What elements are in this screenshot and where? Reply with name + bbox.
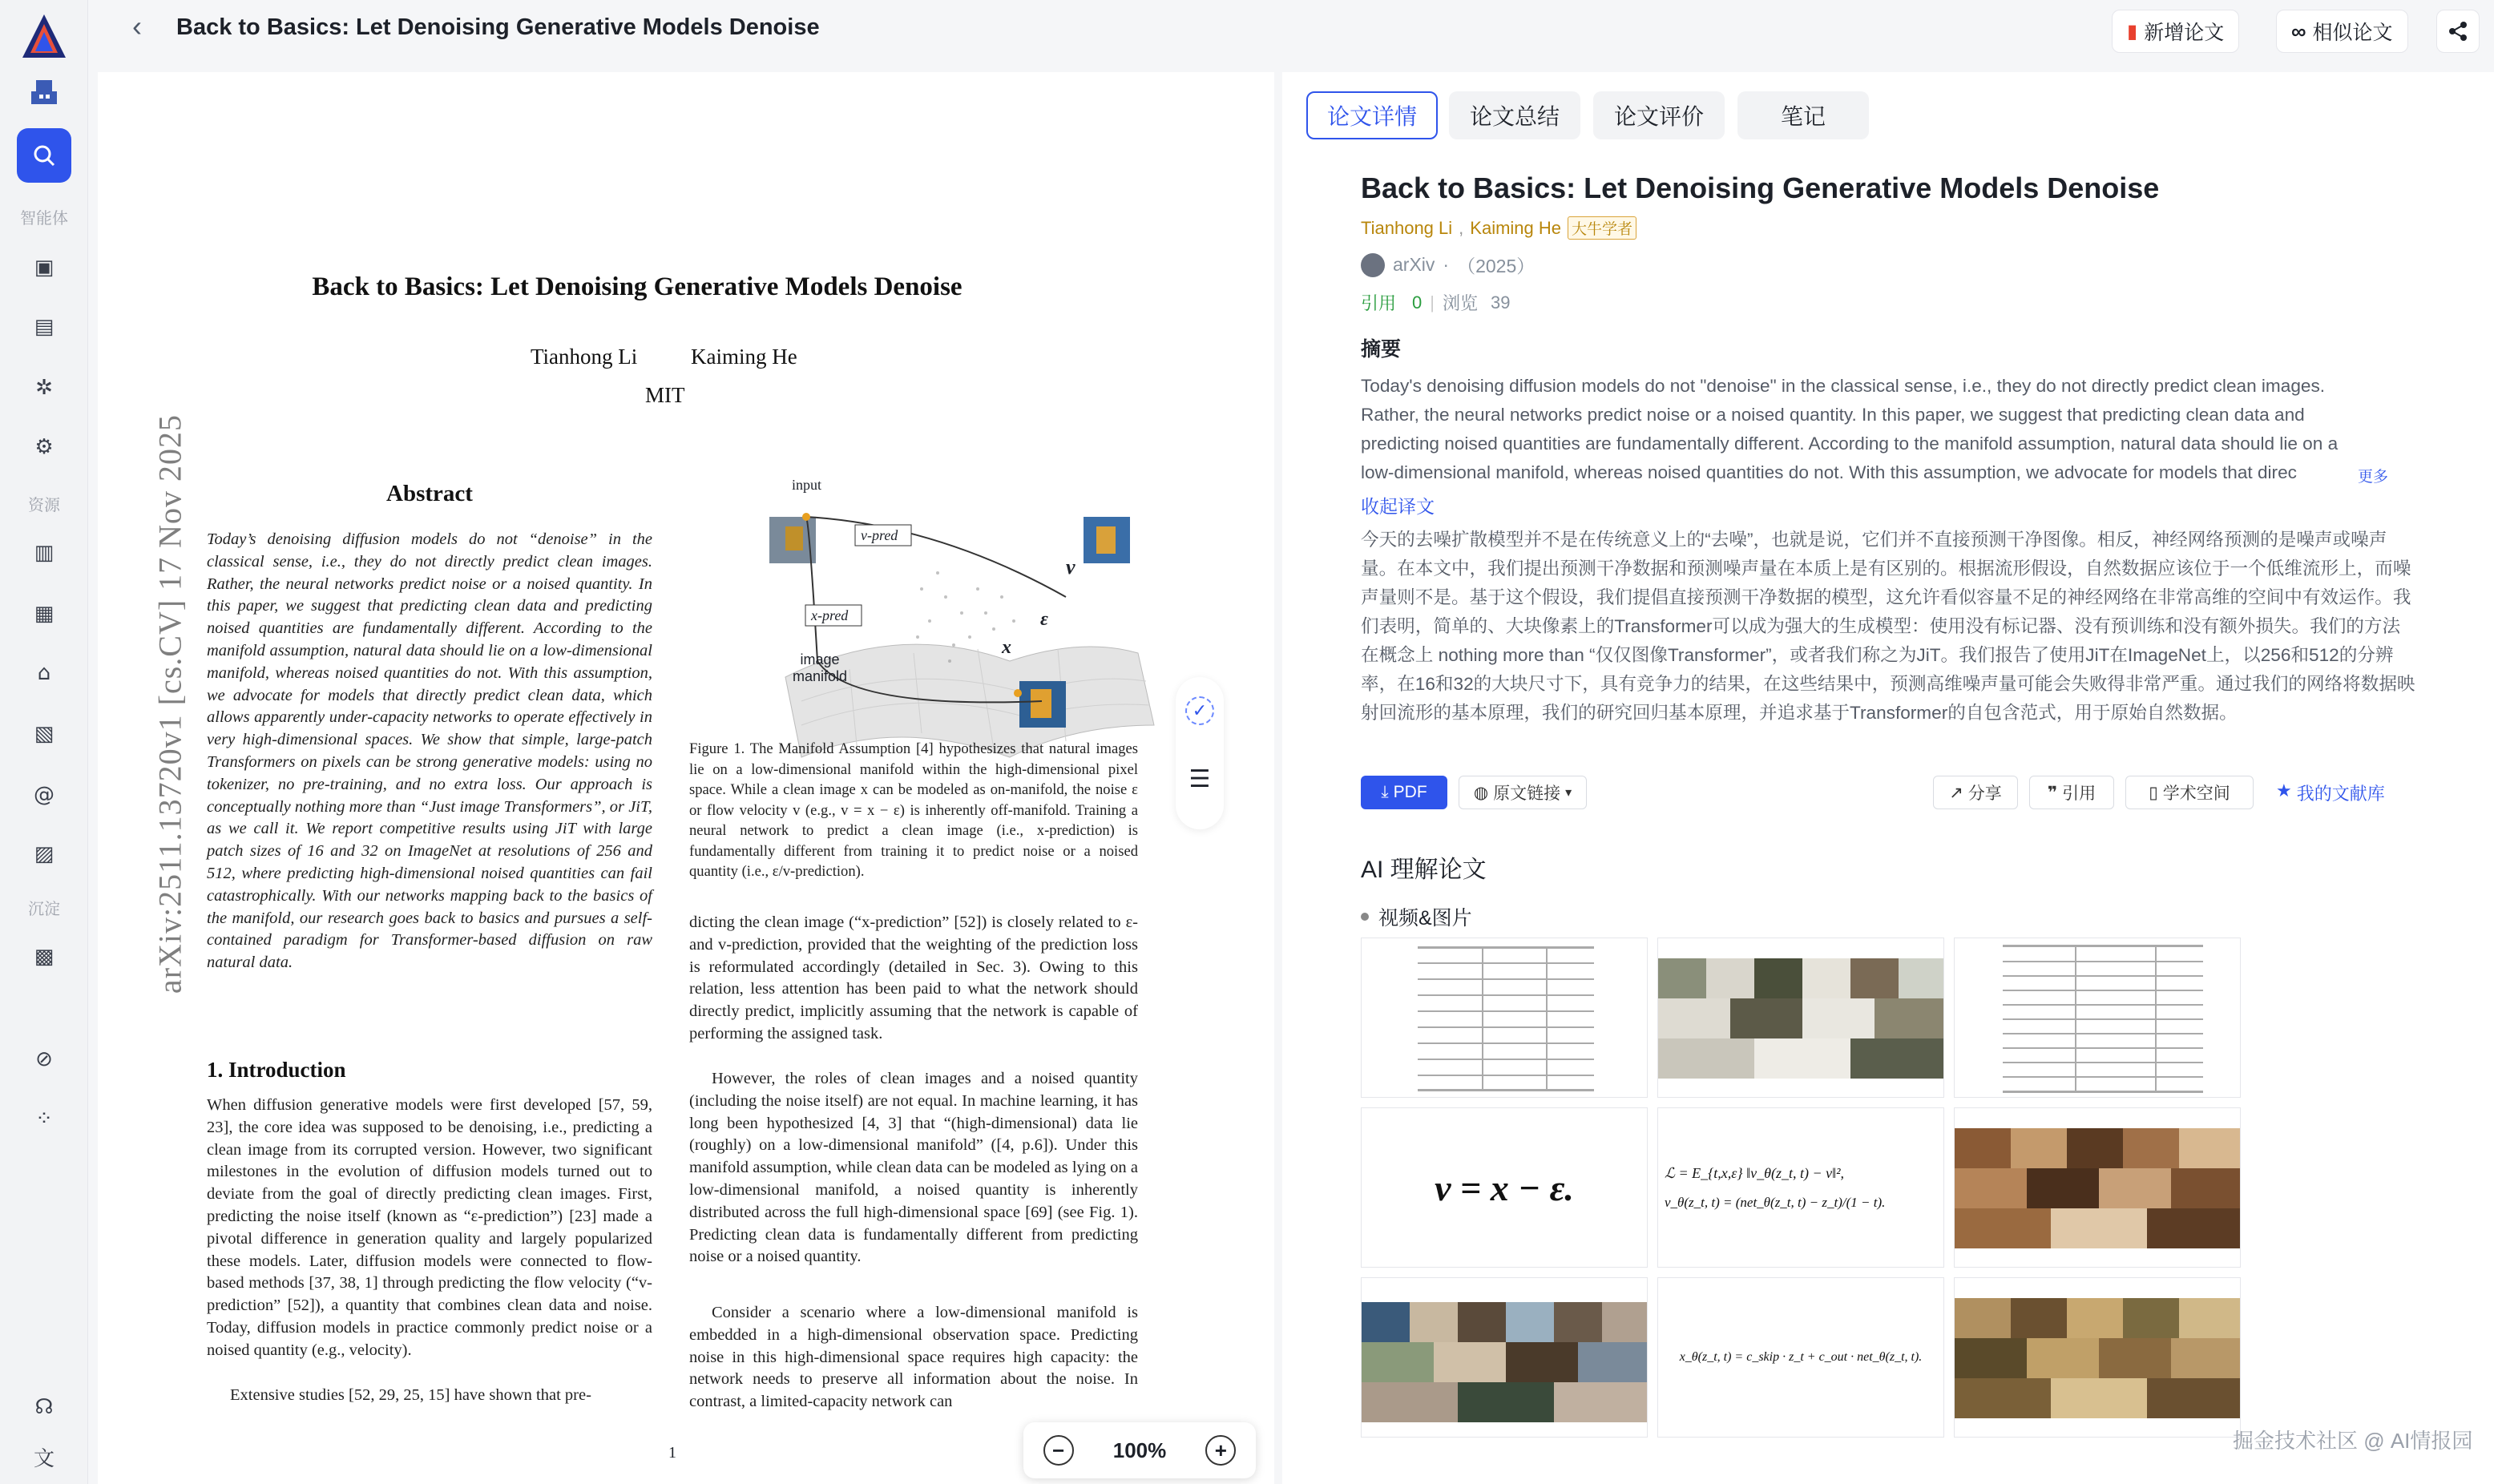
tab-paper-details[interactable]: 论文详情 bbox=[1306, 91, 1438, 139]
sidebar-section-agent: 智能体 bbox=[20, 210, 68, 228]
chart-icon[interactable]: ▥ bbox=[34, 541, 54, 565]
tab-notes[interactable]: 笔记 bbox=[1737, 91, 1869, 139]
book-icon[interactable]: ▤ bbox=[34, 315, 54, 339]
figure-label-xpred: x-pred bbox=[811, 607, 849, 623]
figure-label-input: input bbox=[792, 477, 822, 493]
add-paper-label: 新增论文 bbox=[2144, 22, 2225, 44]
watermark: 掘金技术社区 @ AI情报园 bbox=[2233, 1429, 2473, 1453]
stats-icon[interactable]: ▨ bbox=[34, 842, 54, 866]
share-button[interactable] bbox=[2436, 10, 2480, 53]
pdf-icon: ⤓ bbox=[1381, 783, 1389, 801]
bug-icon[interactable]: ✲ bbox=[35, 376, 53, 400]
column-2-paragraph-2: However, the roles of clean images and a noised quantity (including the noise itself) are not equal. In machine learning, it has long been hypothesized [4, 3] that “(high-dimensional) data lie (roughly) on a low-dimensional manifold” ([4, p.6]). Under this manifold assumption, while clean data can be modeled as lying on a low-dimensional manifold, a noised quantity is inherently distributed across the full high-dimensional space [69] (see Fig. 1). Predicting clean data is fundamentally different from predicting noise or a noised quantity. bbox=[689, 1070, 1138, 1266]
gear-icon[interactable]: ⚙ bbox=[34, 435, 54, 459]
back-arrow-icon[interactable]: ‹ bbox=[132, 10, 142, 42]
abstract-heading: Abstract bbox=[386, 481, 473, 506]
venue-name: arXiv bbox=[1393, 254, 1435, 275]
share-arrow-icon: ↗ bbox=[1949, 783, 1963, 802]
cite-button[interactable] bbox=[2029, 776, 2114, 809]
outline-list-icon[interactable]: ☰ bbox=[1188, 766, 1211, 792]
table-preview-2 bbox=[1955, 938, 2241, 1098]
sidebar-section-resources: 资源 bbox=[28, 497, 60, 514]
manifold-diagram bbox=[737, 477, 1186, 781]
cite-label: 引用 bbox=[1361, 293, 1397, 313]
check-badge-icon[interactable]: ✓ bbox=[1185, 696, 1214, 725]
thumbnail-formula-1[interactable] bbox=[1361, 1107, 1648, 1268]
venue-line bbox=[1361, 252, 1535, 278]
top-scholar-badge: 大牛学者 bbox=[1568, 216, 1636, 240]
scholar-space-label: 学术空间 bbox=[2162, 784, 2230, 803]
video-image-label bbox=[1361, 902, 1472, 931]
figure-label-x: x bbox=[1002, 637, 1011, 658]
column-2-paragraph-1: dicting the clean image (“x-prediction” [52]) is closely related to ε- and v-prediction, provided that the weighting of the prediction loss is reformulated accordingly (detailed in Sec. 3). Owing to this relation, less attention has been paid to what the network should directly predict, implicitly assuming that the network is capable of performing the assigned task. bbox=[689, 913, 1138, 1042]
pdf-file-icon: ▮ bbox=[2127, 20, 2138, 42]
edit-doc-icon[interactable]: ▣ bbox=[34, 256, 54, 280]
column-2-paragraph-3: Consider a scenario where a low-dimensional manifold is embedded in a high-dimensional observation space. Predicting noise in this high-dimensional space requires high capacity: the network needs to preserve all information about the noise. In contrast, a limited-capacity network can bbox=[689, 1304, 1138, 1411]
share-label: 分享 bbox=[1967, 784, 2002, 803]
paper-title: Back to Basics: Let Denoising Generative Models Denoise bbox=[1361, 171, 2160, 204]
thumbnail-table-1[interactable] bbox=[1361, 938, 1648, 1098]
figure-label-manifold: image manifold bbox=[792, 651, 848, 684]
tab-paper-summary[interactable]: 论文总结 bbox=[1449, 91, 1580, 139]
chevron-down-icon: ▾ bbox=[1565, 786, 1572, 800]
translate-icon[interactable]: 文 bbox=[33, 1446, 54, 1471]
similar-papers-button[interactable] bbox=[2276, 10, 2408, 53]
formula-skip: x_θ(z_t, t) = c_skip · z_t + c_out · net_θ(z_t, t). bbox=[1679, 1350, 1923, 1364]
venue-separator: · bbox=[1443, 254, 1450, 275]
pdf-viewer[interactable] bbox=[98, 72, 1274, 1484]
formula-velocity: v_θ(z_t, t) = (net_θ(z_t, t) − z_t)/(1 − t). bbox=[1665, 1194, 1886, 1210]
table-preview-1 bbox=[1362, 938, 1648, 1098]
cite-button-label: 引用 bbox=[2062, 784, 2096, 803]
abstract-body: Today’s denoising diffusion models do not “denoise” in the classical sense, i.e., they do not directly predict clean images. Rather, the neural networks predict noise or a noised quantity. In this paper, we suggest that predicting clean data and predicting noised quantities are fundamentally different. According to the manifold assumption, natural data should lie on a low-dimensional manifold, whereas noised quantities do not. With this assumption, we advocate for models that directly predict clean data, which allows apparently under-capacity networks to operate effectively in very high-dimensional spaces. We show that simple, large-patch Transformers on pixels can be strong generative models: using no tokenizer, no pre-training, and no extra loss. Our approach is conceptually nothing more than “Just image Transformers”, or JiT, as we call it. We report competitive results using JiT with large patch sizes of 16 and 32 on ImageNet at resolutions of 256 and 512, where predicting high-dimensional noised quantities can fail catastrophically. With our networks mapping back to the basics of the manifold, our research goes back to basics and pursues a self-contained paradigm for Transformer-based diffusion on raw natural data. bbox=[207, 530, 652, 972]
collapse-translation-link[interactable]: 收起译文 bbox=[1361, 496, 1435, 517]
cite-count: 0 bbox=[1412, 292, 1423, 313]
view-label: 浏览 bbox=[1442, 293, 1478, 313]
video-image-text: 视频&图片 bbox=[1378, 907, 1472, 930]
figure-caption: Figure 1. The Manifold Assumption [4] hypothesizes that natural images lie on a low-dimensional manifold within the high-dimensional pixel space. While a clean image x can be modeled as on-manifold, the noise ε or flow velocity v (e.g., v = x − ε) is inherently off-manifold. Training a neural network to predict a clean image (i.e., x-prediction) is fundamentally different from training it to predict noise or a noised quantity (i.e., ε/v-prediction). bbox=[689, 740, 1138, 880]
compass-icon[interactable]: ⊘ bbox=[35, 1047, 53, 1071]
abstract-chinese: 今天的去噪扩散模型并不是在传统意义上的“去噪”，也就是说，它们并不直接预测干净图像。相反，神经网络预测的是噪声或噪声量。在本文中，我们提出预测干净数据和预测噪声量在本质上是有区别的。根据流形假设，自然数据应该位于一个低维流形上，而噪声量则不是。基于这个假设，我们提倡直接预测干净数据的模型，这允许看似容量不足的神经网络在非常高维的空间中有效运作。我们表明，简单的、大块像素上的Transformer可以成为强大的生成模型：使用没有标记器、没有预训练和没有额外损失。我们的方法在概念上 nothing more than “仅仅图像Transformer”，或者我们称之为JiT。我们报告了使用JiT在ImageNet上，以256和512的分辨率，在16和32的大块尺寸下，具有竞争力的结果，在这些结果中，预测高维噪声量可能会失败得非常严重。通过我们的网络将数据映射回流形的基本原理，我们的研究回归基本原理，并追求基于Transformer的自包含范式，用于原始自然数据。 bbox=[1361, 530, 2415, 723]
top-bar bbox=[88, 0, 2494, 64]
report-icon[interactable]: ▧ bbox=[34, 722, 54, 746]
globe-small-icon: ◍ bbox=[1473, 783, 1489, 802]
image-grid-preview-4 bbox=[1955, 1278, 2241, 1438]
apps-icon[interactable]: ⁘ bbox=[35, 1107, 53, 1131]
tab-paper-review[interactable]: 论文评价 bbox=[1593, 91, 1725, 139]
source-link-label: 原文链接 bbox=[1493, 784, 1561, 803]
thumbnail-formula-3[interactable] bbox=[1657, 1277, 1944, 1438]
globe-icon bbox=[1361, 253, 1385, 277]
share-icon bbox=[2448, 21, 2468, 42]
star-icon: ★ bbox=[2276, 780, 2292, 800]
headset-icon[interactable]: ☊ bbox=[34, 1395, 54, 1419]
zoom-out-icon[interactable]: − bbox=[1043, 1435, 1074, 1466]
image-grid-preview-3 bbox=[1362, 1278, 1648, 1438]
pdf-button[interactable] bbox=[1361, 776, 1447, 809]
paper-details-panel bbox=[1282, 72, 2494, 1484]
infinity-icon: ∞ bbox=[2291, 18, 2306, 43]
introduction-body: When diffusion generative models were first developed [57, 59, 23], the core idea was supposed to be denoising, i.e., predicting a clean image from its corrupted version. However, two significant milestones in the evolution of diffusion models turned out to deviate from the goal of directly predicting clean images. First, predicting the noise itself (known as “ε-prediction”) [23] made a pivotal difference in generation quality and largely popularized these models. Later, diffusion models were connected to flow-based methods [37, 38, 1] through predicting the flow velocity (“v-prediction” [52]), a quantity that combines clean data and noise. Today, diffusion models in practice commonly predict noise or a noised quantity (e.g., velocity). bbox=[207, 1096, 652, 1359]
document-icon[interactable]: ▦ bbox=[34, 602, 54, 626]
view-count: 39 bbox=[1491, 292, 1511, 313]
stats-line bbox=[1361, 290, 1510, 315]
thumbnail-formula-2[interactable] bbox=[1657, 1107, 1944, 1268]
introduction-heading: 1. Introduction bbox=[207, 1058, 346, 1082]
share-paper-button[interactable] bbox=[1933, 776, 2018, 809]
formula-v-equals: v = x − ε. bbox=[1435, 1167, 1574, 1208]
figure-label-epsilon: ε bbox=[1040, 609, 1048, 630]
pdf-affiliation: MIT bbox=[645, 383, 685, 407]
pdf-author-1: Tianhong Li bbox=[531, 345, 638, 369]
page-number: 1 bbox=[668, 1444, 676, 1462]
figure-label-vpred: v-pred bbox=[861, 527, 898, 543]
pdf-button-label: PDF bbox=[1393, 783, 1427, 801]
publication-year: （2025） bbox=[1457, 256, 1536, 276]
add-paper-button[interactable] bbox=[2112, 10, 2239, 53]
thumbnail-image-grid-1[interactable] bbox=[1657, 938, 1944, 1098]
at-sign-icon[interactable]: @ bbox=[34, 783, 54, 807]
image-grid-preview-1 bbox=[1658, 938, 1944, 1098]
sidebar bbox=[0, 0, 88, 1484]
abstract-label: 摘要 bbox=[1361, 338, 1402, 361]
search-icon[interactable] bbox=[17, 128, 71, 183]
pdf-side-toolbar bbox=[1176, 677, 1224, 829]
author-link-2[interactable]: Kaiming He bbox=[1470, 217, 1562, 238]
thumbnail-image-grid-3[interactable] bbox=[1361, 1277, 1648, 1438]
source-link-button[interactable] bbox=[1459, 776, 1587, 809]
more-link[interactable]: 更多 bbox=[2358, 469, 2389, 486]
formula-loss: ℒ = E_{t,x,ε} ‖v_θ(z_t, t) − v‖², bbox=[1665, 1164, 1845, 1181]
app-logo[interactable] bbox=[19, 11, 69, 61]
graduation-cap-icon[interactable]: ⌂ bbox=[37, 661, 51, 685]
ai-section-title: AI 理解论文 bbox=[1361, 857, 1487, 883]
bullet-dot-icon bbox=[1361, 913, 1369, 921]
doc-icon: ▯ bbox=[2149, 783, 2158, 802]
manifold-figure bbox=[737, 477, 1186, 781]
zoom-level: 100% bbox=[1112, 1438, 1167, 1462]
sidebar-section-deposit: 沉淀 bbox=[28, 901, 60, 918]
my-library-link[interactable] bbox=[2276, 780, 2385, 805]
zoom-control bbox=[1023, 1422, 1256, 1478]
quote-icon: ❞ bbox=[2047, 783, 2058, 802]
figure-label-v: v bbox=[1066, 555, 1075, 579]
thumbnail-image-grid-4[interactable] bbox=[1954, 1277, 2241, 1438]
library-icon[interactable]: ▩ bbox=[34, 945, 54, 969]
pdf-author-2: Kaiming He bbox=[691, 345, 797, 369]
author-separator: , bbox=[1459, 217, 1464, 238]
arxiv-stamp: arXiv:2511.13720v1 [cs.CV] 17 Nov 2025 bbox=[151, 413, 188, 994]
similar-papers-label: 相似论文 bbox=[2312, 22, 2393, 44]
author-line bbox=[1361, 216, 1636, 240]
my-library-label: 我的文献库 bbox=[2296, 784, 2385, 804]
thumbnail-table-2[interactable] bbox=[1954, 938, 2241, 1098]
agent-avatar-icon[interactable] bbox=[26, 75, 62, 111]
author-link-1[interactable]: Tianhong Li bbox=[1361, 217, 1453, 238]
stats-divider: | bbox=[1430, 292, 1435, 313]
image-grid-preview-2 bbox=[1955, 1108, 2241, 1268]
page-title: Back to Basics: Let Denoising Generative Models Denoise bbox=[176, 14, 820, 40]
pdf-paper-title: Back to Basics: Let Denoising Generative Models Denoise bbox=[312, 272, 962, 301]
abstract-english: Today's denoising diffusion models do not "denoise" in the classical sense, i.e., they do not directly predict clean images. Rather, the neural networks predict noise or a noised quantity. In this paper, we suggest that predicting clean data and predicting noised quantities are fundamentally different. According to the manifold assumption, natural data should lie on a low-dimensional manifold, whereas noised quantities do not. With this assumption, we advocate for models that direc bbox=[1361, 376, 2339, 482]
introduction-body-continued: Extensive studies [52, 29, 25, 15] have shown that pre- bbox=[230, 1386, 591, 1404]
scholar-space-button[interactable] bbox=[2125, 776, 2254, 809]
thumbnail-image-grid-2[interactable] bbox=[1954, 1107, 2241, 1268]
zoom-in-icon[interactable]: + bbox=[1205, 1435, 1236, 1466]
